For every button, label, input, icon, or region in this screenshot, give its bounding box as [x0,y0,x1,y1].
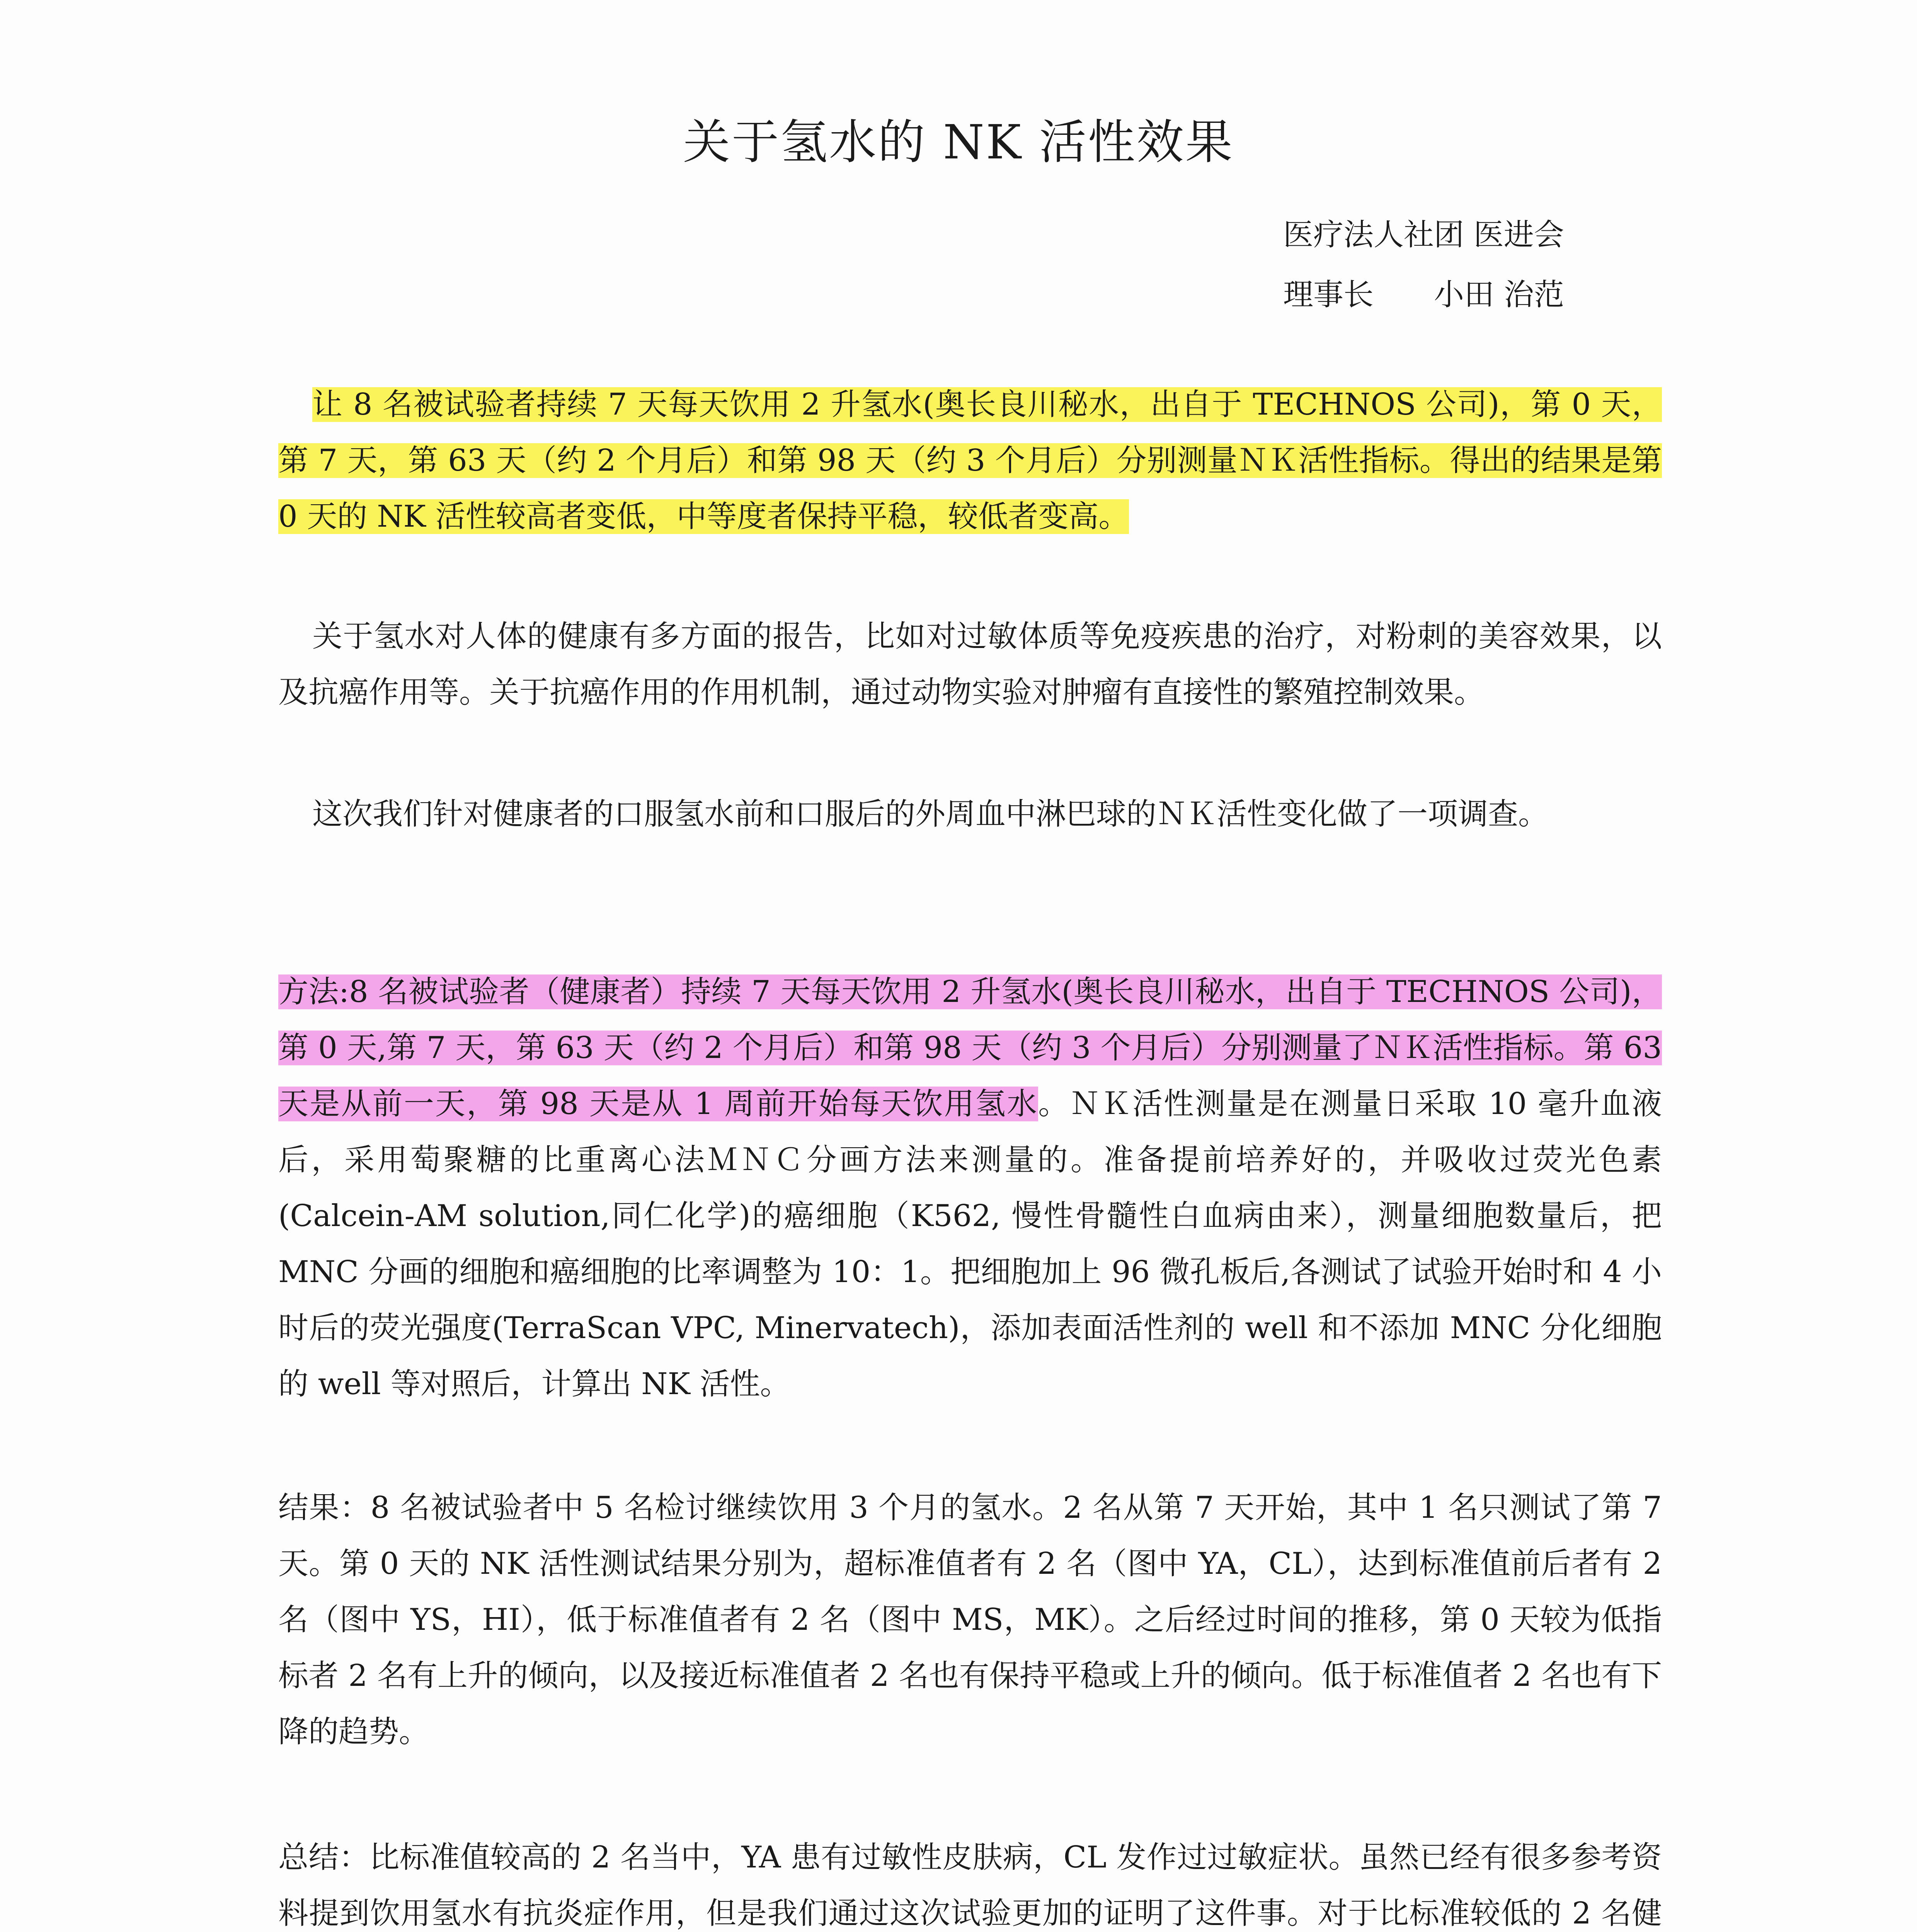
survey-paragraph: 这次我们针对健康者的口服氢水前和口服后的外周血中淋巴球的ＮＫ活性变化做了一项调查。 [312,797,1549,832]
document-title: 关于氢水的 NK 活性效果 [683,115,1234,170]
method-text: 。ＮＫ活性测量是在测量日采取 10 毫升血液后，采用萄聚糖的比重离心法ＭＮＣ分画方法来测量的。准备提前培养好的，并吸收过荧光色素(Calcein-AM solution,同仁化学)的癌细胞（K562, 慢性骨髓性白血病由来），测量细胞数量后，把 MNC 分画的细胞和癌细胞的比率调整为 10：1。把细胞加上 96 微孔板后,各测试了试验开始时和 4 小时后的荧光强度(TerraScan VPC, Minervatech)，添加表面活性剂的 well 和不添加 MNC 分化细胞的 well 等对照后，计算出 NK 活性。 [278,1087,1662,1401]
author-organization: 医疗法人社团 医进会 [1283,218,1564,252]
author-role-name: 理事长 小田 治范 [1283,277,1564,312]
intro-paragraph: 关于氢水对人体的健康有多方面的报告，比如对过敏体质等免疫疾患的治疗，对粉刺的美容效果，以及抗癌作用等。关于抗癌作用的作用机制，通过动物实验对肿瘤有直接性的繁殖控制效果。 [278,619,1662,710]
method-highlighted-text: 方法:8 名被试验者（健康者）持续 7 天每天饮用 2 升氢水(奥长良川秘水，出自于 TECHNOS 公司)，第 0 天,第 7 天，第 63 天（约 2 个月后）和第 98 天（约 3 个月后）分别测量了ＮＫ活性指标。第 63 天是从前一天，第 98 天是从 1 周前开始每天饮用氢水 [278,975,1662,1121]
summary-paragraph [278,377,1662,545]
results-paragraph: 结果：8 名被试验者中 5 名检讨继续饮用 3 个月的氢水。2 名从第 7 天开始，其中 1 名只测试了第 7 天。第 0 天的 NK 活性测试结果分别为，超标准值者有 2 名（图中 YA，CL），达到标准值前后者有 2 名（图中 YS，HI），低于标准值者有 2 名（图中 MS，MK）。之后经过时间的推移，第 0 天较为低指标者 2 名有上升的倾向，以及接近标准值者 2 名也有保持平稳或上升的倾向。低于标准值者 2 名也有下降的趋势。 [278,1490,1662,1749]
method-paragraph [278,964,1662,1412]
summary-text: 让 8 名被试验者持续 7 天每天饮用 2 升氢水(奥长良川秘水，出自于 TECHNOS 公司)，第 0 天，第 7 天，第 63 天（约 2 个月后）和第 98 天（约 3 个月后）分别测量ＮＫ活性指标。得出的结果是第 0 天的 NK 活性较高者变低，中等度者保持平稳，较低者变高。 [278,387,1662,534]
conclusion-paragraph: 总结：比标准值较高的 2 名当中，YA 患有过敏性皮肤病，CL 发作过过敏症状。虽然已经有很多参考资料提到饮用氢水有抗炎症作用，但是我们通过这次试验更加的证明了这件事。对于比标准较低的 2 名健 [278,1840,1662,1931]
